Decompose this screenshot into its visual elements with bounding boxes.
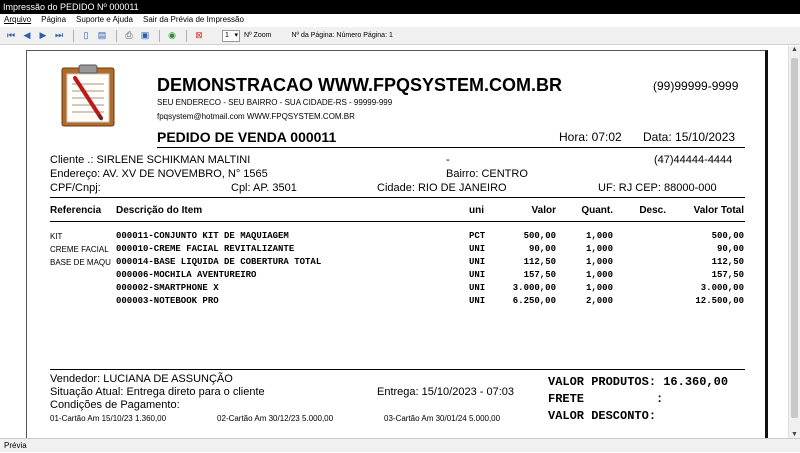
- cell-uni: UNI: [469, 244, 486, 254]
- customer-name: Cliente .: SIRLENE SCHIKMAN MALTINI: [50, 154, 251, 166]
- cell-valor: 500,00: [523, 231, 556, 241]
- customer-bairro: Bairro: CENTRO: [446, 168, 528, 180]
- col-header-total: Valor Total: [693, 205, 744, 216]
- cell-total: 112,50: [711, 257, 744, 267]
- menu-suporte[interactable]: Suporte e Ajuda: [76, 15, 133, 24]
- cell-quant: 1,000: [585, 283, 613, 293]
- cell-desc: 000006-MOCHILA AVENTUREIRO: [116, 270, 257, 280]
- zoom-label: Nº Zoom: [244, 32, 272, 39]
- cell-ref: KIT: [50, 232, 63, 241]
- customer-uf-cep: UF: RJ CEP: 88000-000: [598, 182, 717, 194]
- cell-quant: 1,000: [585, 244, 613, 254]
- cell-uni: UNI: [469, 257, 486, 267]
- cell-valor: 3.000,00: [512, 283, 556, 293]
- export-icon[interactable]: ◉: [168, 30, 176, 40]
- prev-page-icon[interactable]: ◀: [23, 30, 31, 40]
- window-title: Impressão do PEDIDO Nº 000011: [3, 2, 139, 12]
- cell-desc: 000002-SMARTPHONE X: [116, 283, 219, 293]
- toolbar-separator: [186, 30, 187, 42]
- cell-desc: 000014-BASE LIQUIDA DE COBERTURA TOTAL: [116, 257, 322, 267]
- company-phone: (99)99999-9999: [653, 79, 739, 93]
- cell-valor: 6.250,00: [512, 296, 556, 306]
- divider: [50, 197, 745, 198]
- page-number-label: Nº da Página: Número Página: 1: [291, 32, 393, 39]
- cell-quant: 1,000: [585, 257, 613, 267]
- first-page-icon[interactable]: ⏮: [6, 30, 16, 40]
- window-title-bar: [0, 0, 800, 14]
- vertical-scrollbar[interactable]: [788, 46, 800, 438]
- cell-valor: 157,50: [523, 270, 556, 280]
- cell-desc: 000011-CONJUNTO KIT DE MAQUIAGEM: [116, 231, 289, 241]
- next-page-icon[interactable]: ▶: [39, 30, 47, 40]
- customer-cpf: CPF/Cnpj:: [50, 182, 101, 194]
- valor-produtos: VALOR PRODUTOS: 16.360,00: [548, 375, 729, 389]
- cell-valor: 90,00: [528, 244, 556, 254]
- company-contact: fpqsystem@hotmail.com WWW.FPQSYSTEM.COM.BR: [157, 112, 355, 121]
- cell-total: 90,00: [716, 244, 744, 254]
- menu-bar: [0, 14, 800, 26]
- multi-page-icon[interactable]: ▤: [97, 30, 107, 40]
- status-text: Prévia: [4, 441, 27, 450]
- order-date: Data: 15/10/2023: [643, 130, 736, 144]
- divider: [50, 369, 745, 370]
- parcela-3: 03-Cartão Am 30/01/24 5.000,00: [384, 414, 501, 423]
- customer-dash: -: [446, 154, 450, 166]
- divider: [50, 221, 745, 222]
- col-header-uni: uni: [469, 205, 484, 216]
- last-page-icon[interactable]: ⏭: [54, 30, 64, 40]
- parcela-1: 01-Cartão Am 15/10/23 1.360,00: [50, 414, 167, 423]
- report-page: [26, 50, 768, 438]
- cell-quant: 1,000: [585, 231, 613, 241]
- print-icon[interactable]: ⎙: [125, 30, 133, 40]
- cell-total: 157,50: [711, 270, 744, 280]
- customer-cidade: Cidade: RIO DE JANEIRO: [377, 182, 507, 194]
- scroll-up-icon[interactable]: ▲: [791, 46, 798, 53]
- preview-viewport: [0, 46, 788, 438]
- cell-ref: CREME FACIAL: [50, 245, 109, 254]
- condicoes-pagamento: Condições de Pagamento:: [50, 399, 180, 411]
- cell-quant: 2,000: [585, 296, 613, 306]
- col-header-descricao: Descrição do Item: [116, 205, 203, 216]
- cell-uni: UNI: [469, 296, 486, 306]
- situacao: Situação Atual: Entrega direto para o cliente: [50, 386, 265, 398]
- menu-pagina[interactable]: Página: [41, 15, 67, 24]
- company-address: SEU ENDERECO - SEU BAIRRO - SUA CIDADE-RS - 99999-999: [157, 98, 393, 107]
- col-header-valor: Valor: [531, 205, 556, 216]
- col-header-referencia: Referencia: [50, 205, 102, 216]
- toolbar: [0, 27, 800, 45]
- order-time: Hora: 07:02: [559, 130, 622, 144]
- customer-address: Endereço: AV. XV DE NOVEMBRO, N° 1565: [50, 168, 268, 180]
- col-header-quant: Quant.: [581, 205, 613, 216]
- single-page-icon[interactable]: ▯: [83, 30, 89, 40]
- valor-desconto: VALOR DESCONTO:: [548, 409, 657, 423]
- divider: [157, 147, 745, 148]
- order-title: PEDIDO DE VENDA 000011: [157, 129, 337, 145]
- status-bar: [0, 438, 800, 452]
- cell-ref: BASE DE MAQU: [50, 258, 111, 267]
- customer-phone: (47)44444-4444: [654, 154, 733, 166]
- toolbar-separator: [73, 30, 74, 42]
- frete: FRETE :: [548, 392, 664, 406]
- zoom-select[interactable]: 1 ▾: [222, 30, 240, 42]
- scroll-thumb[interactable]: [791, 58, 798, 418]
- menu-sair[interactable]: Sair da Prévia de Impressão: [142, 15, 244, 24]
- save-icon[interactable]: ▣: [140, 30, 150, 40]
- cell-desc: 000010-CREME FACIAL REVITALIZANTE: [116, 244, 295, 254]
- toolbar-separator: [159, 30, 160, 42]
- close-preview-icon[interactable]: ⊠: [195, 30, 203, 40]
- cell-total: 12.500,00: [695, 296, 744, 306]
- scroll-down-icon[interactable]: ▼: [791, 431, 798, 438]
- cell-uni: UNI: [469, 283, 486, 293]
- customer-cpl: Cpl: AP. 3501: [231, 182, 297, 194]
- parcela-2: 02-Cartão Am 30/12/23 5.000,00: [217, 414, 334, 423]
- cell-valor: 112,50: [523, 257, 556, 267]
- cell-quant: 1,000: [585, 270, 613, 280]
- toolbar-separator: [116, 30, 117, 42]
- entrega: Entrega: 15/10/2023 - 07:03: [377, 386, 514, 398]
- cell-uni: UNI: [469, 270, 486, 280]
- clipboard-logo-icon: [59, 64, 117, 128]
- col-header-desconto: Desc.: [639, 205, 666, 216]
- cell-uni: PCT: [469, 231, 486, 241]
- menu-arquivo[interactable]: Arquivo: [4, 15, 32, 24]
- cell-total: 3.000,00: [700, 283, 744, 293]
- company-name: DEMONSTRACAO WWW.FPQSYSTEM.COM.BR: [157, 75, 562, 95]
- cell-desc: 000003-NOTEBOOK PRO: [116, 296, 219, 306]
- vendedor: Vendedor: LUCIANA DE ASSUNÇÃO: [50, 373, 233, 385]
- cell-total: 500,00: [711, 231, 744, 241]
